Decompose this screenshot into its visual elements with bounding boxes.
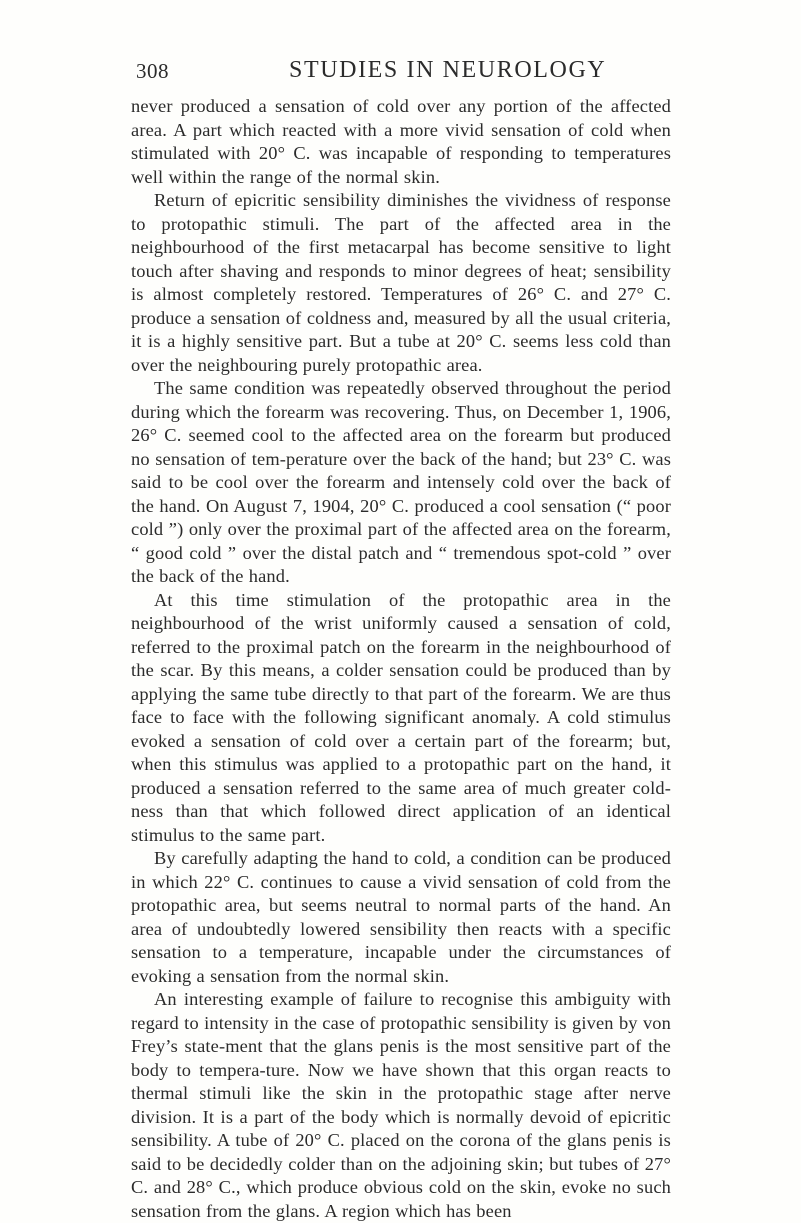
paragraph: At this time stimulation of the protopathic area in the neighbourhood of the wrist uniformly caused a sensation of cold, referred to the proximal patch on the forearm in the neighbourhood of the scar. By this means, a colder sensation could be produced than by applying the same tube directly to that part of the forearm. We are thus face to face with the following significant anomaly. A cold stimulus evoked a sensation of cold over a certain part of the forearm; but, when this stimulus was applied to a protopathic part on the hand, it produced a sensation referred to the same area of much greater cold-ness than that which followed direct application of an identical stimulus to the same part. [131,589,671,845]
paragraph: never produced a sensation of cold over any portion of the affected area. A part which reacted with a more vivid sensation of cold when stimulated with 20° C. was incapable of responding to temperatures well within the range of the normal skin. [131,96,671,187]
running-title: STUDIES IN NEUROLOGY [289,57,607,83]
paragraph: By carefully adapting the hand to cold, a condition can be produced in which 22° C. continues to cause a vivid sensation of cold from the protopathic area, but seems neutral to normal parts of the hand. An area of undoubtedly lowered sensibility then reacts with a specific sensation to a temperature, incapable under the circumstances of evoking a sensation from the normal skin. [131,848,671,986]
page-number: 308 [136,59,169,83]
paragraph: The same condition was repeatedly observed throughout the period during which the forearm was recovering. Thus, on December 1, 1906, 26° C. seemed cool to the affected area on the forearm but produced no sensation of tem-perature over the back of the hand; but 23° C. was said to be cool over the forearm and intensely cold over the back of the hand. On August 7, 1904, 20° C. produced a cool sensation (“ poor cold ”) only over the proximal part of the affected area on the forearm, “ good cold ” over the distal patch and “ tremendous spot-cold ” over the back of the hand. [131,378,671,586]
paragraph: An interesting example of failure to recognise this ambiguity with regard to intensity in the case of protopathic sensibility is given by von Frey’s state-ment that the glans penis is the most sensitive part of the body to tempera-ture. Now we have shown that this organ reacts to thermal stimuli like the skin in the protopathic stage after nerve division. It is a part of the body which is normally devoid of epicritic sensibility. A tube of 20° C. placed on the corona of the glans penis is said to be decidedly colder than on the adjoining skin; but tubes of 27° C. and 28° C., which produce obvious cold on the skin, evoke no such sensation from the glans. A region which has been [131,989,671,1221]
paragraph: Return of epicritic sensibility diminishes the vividness of response to protopathic stimuli. The part of the affected area in the neighbourhood of the first metacarpal has become sensitive to light touch after shaving and responds to minor degrees of heat; sensibility is almost completely restored. Temperatures of 26° C. and 27° C. produce a sensation of coldness and, measured by all the usual criteria, it is a highly sensitive part. But a tube at 20° C. seems less cold than over the neighbouring purely protopathic area. [131,190,671,375]
body-text [131,95,671,1223]
